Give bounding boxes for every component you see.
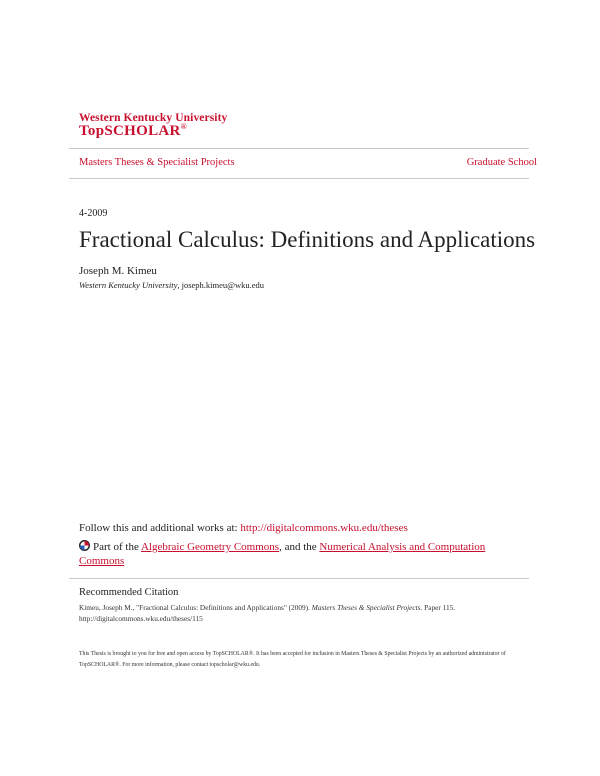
author-name: Joseph M. Kimeu	[79, 265, 157, 277]
access-notice: This Thesis is brought to you for free and open access by TopSCHOLAR®. It has been accepted for inclusion in Masters Theses & Specialist Projects by an authorized administrator of TopSCHOLAR®. For more information, please contact topscholar@wku.edu.	[79, 651, 506, 668]
citation-heading: Recommended Citation	[79, 587, 179, 598]
citation-divider	[69, 578, 529, 579]
masters-theses-link[interactable]: Masters Theses & Specialist Projects	[79, 157, 235, 168]
part-of-middle: , and the	[279, 541, 320, 553]
citation-text: Kimeu, Joseph M., "Fractional Calculus: Definitions and Applications" (2009).	[79, 603, 312, 612]
citation-url: http://digitalcommons.wku.edu/theses/115	[79, 614, 203, 623]
registered-mark: ®	[180, 122, 187, 131]
citation-journal: Masters Theses & Specialist Projects.	[311, 603, 423, 612]
follow-prefix: Follow this and additional works at:	[79, 522, 241, 534]
top-divider	[69, 148, 529, 149]
citation-body	[79, 602, 519, 624]
brand-name: TopSCHOLAR	[79, 123, 181, 139]
author-affiliation	[79, 280, 264, 290]
part-of-prefix: Part of the	[93, 541, 141, 553]
numerical-analysis-commons-link[interactable]: Numerical Analysis and Computation Commons	[79, 541, 486, 567]
affiliation-institution: Western Kentucky University	[79, 280, 178, 290]
publication-date: 4-2009	[79, 208, 108, 219]
commons-network-icon	[79, 540, 90, 551]
brand-logo-text[interactable]	[79, 122, 187, 140]
institution-name: Western Kentucky University	[79, 112, 228, 124]
bottom-divider	[69, 178, 529, 179]
document-title: Fractional Calculus: Definitions and Applications	[79, 227, 536, 252]
algebraic-geometry-commons-link[interactable]: Algebraic Geometry Commons	[140, 541, 280, 553]
affiliation-email: , joseph.kimeu@wku.edu	[177, 280, 265, 290]
graduate-school-link[interactable]: Graduate School	[466, 157, 537, 168]
collection-url-link[interactable]: http://digitalcommons.wku.edu/theses	[240, 522, 408, 534]
part-of-line	[79, 540, 509, 568]
follow-line	[79, 522, 408, 534]
citation-paper: Paper 115.	[422, 603, 456, 612]
